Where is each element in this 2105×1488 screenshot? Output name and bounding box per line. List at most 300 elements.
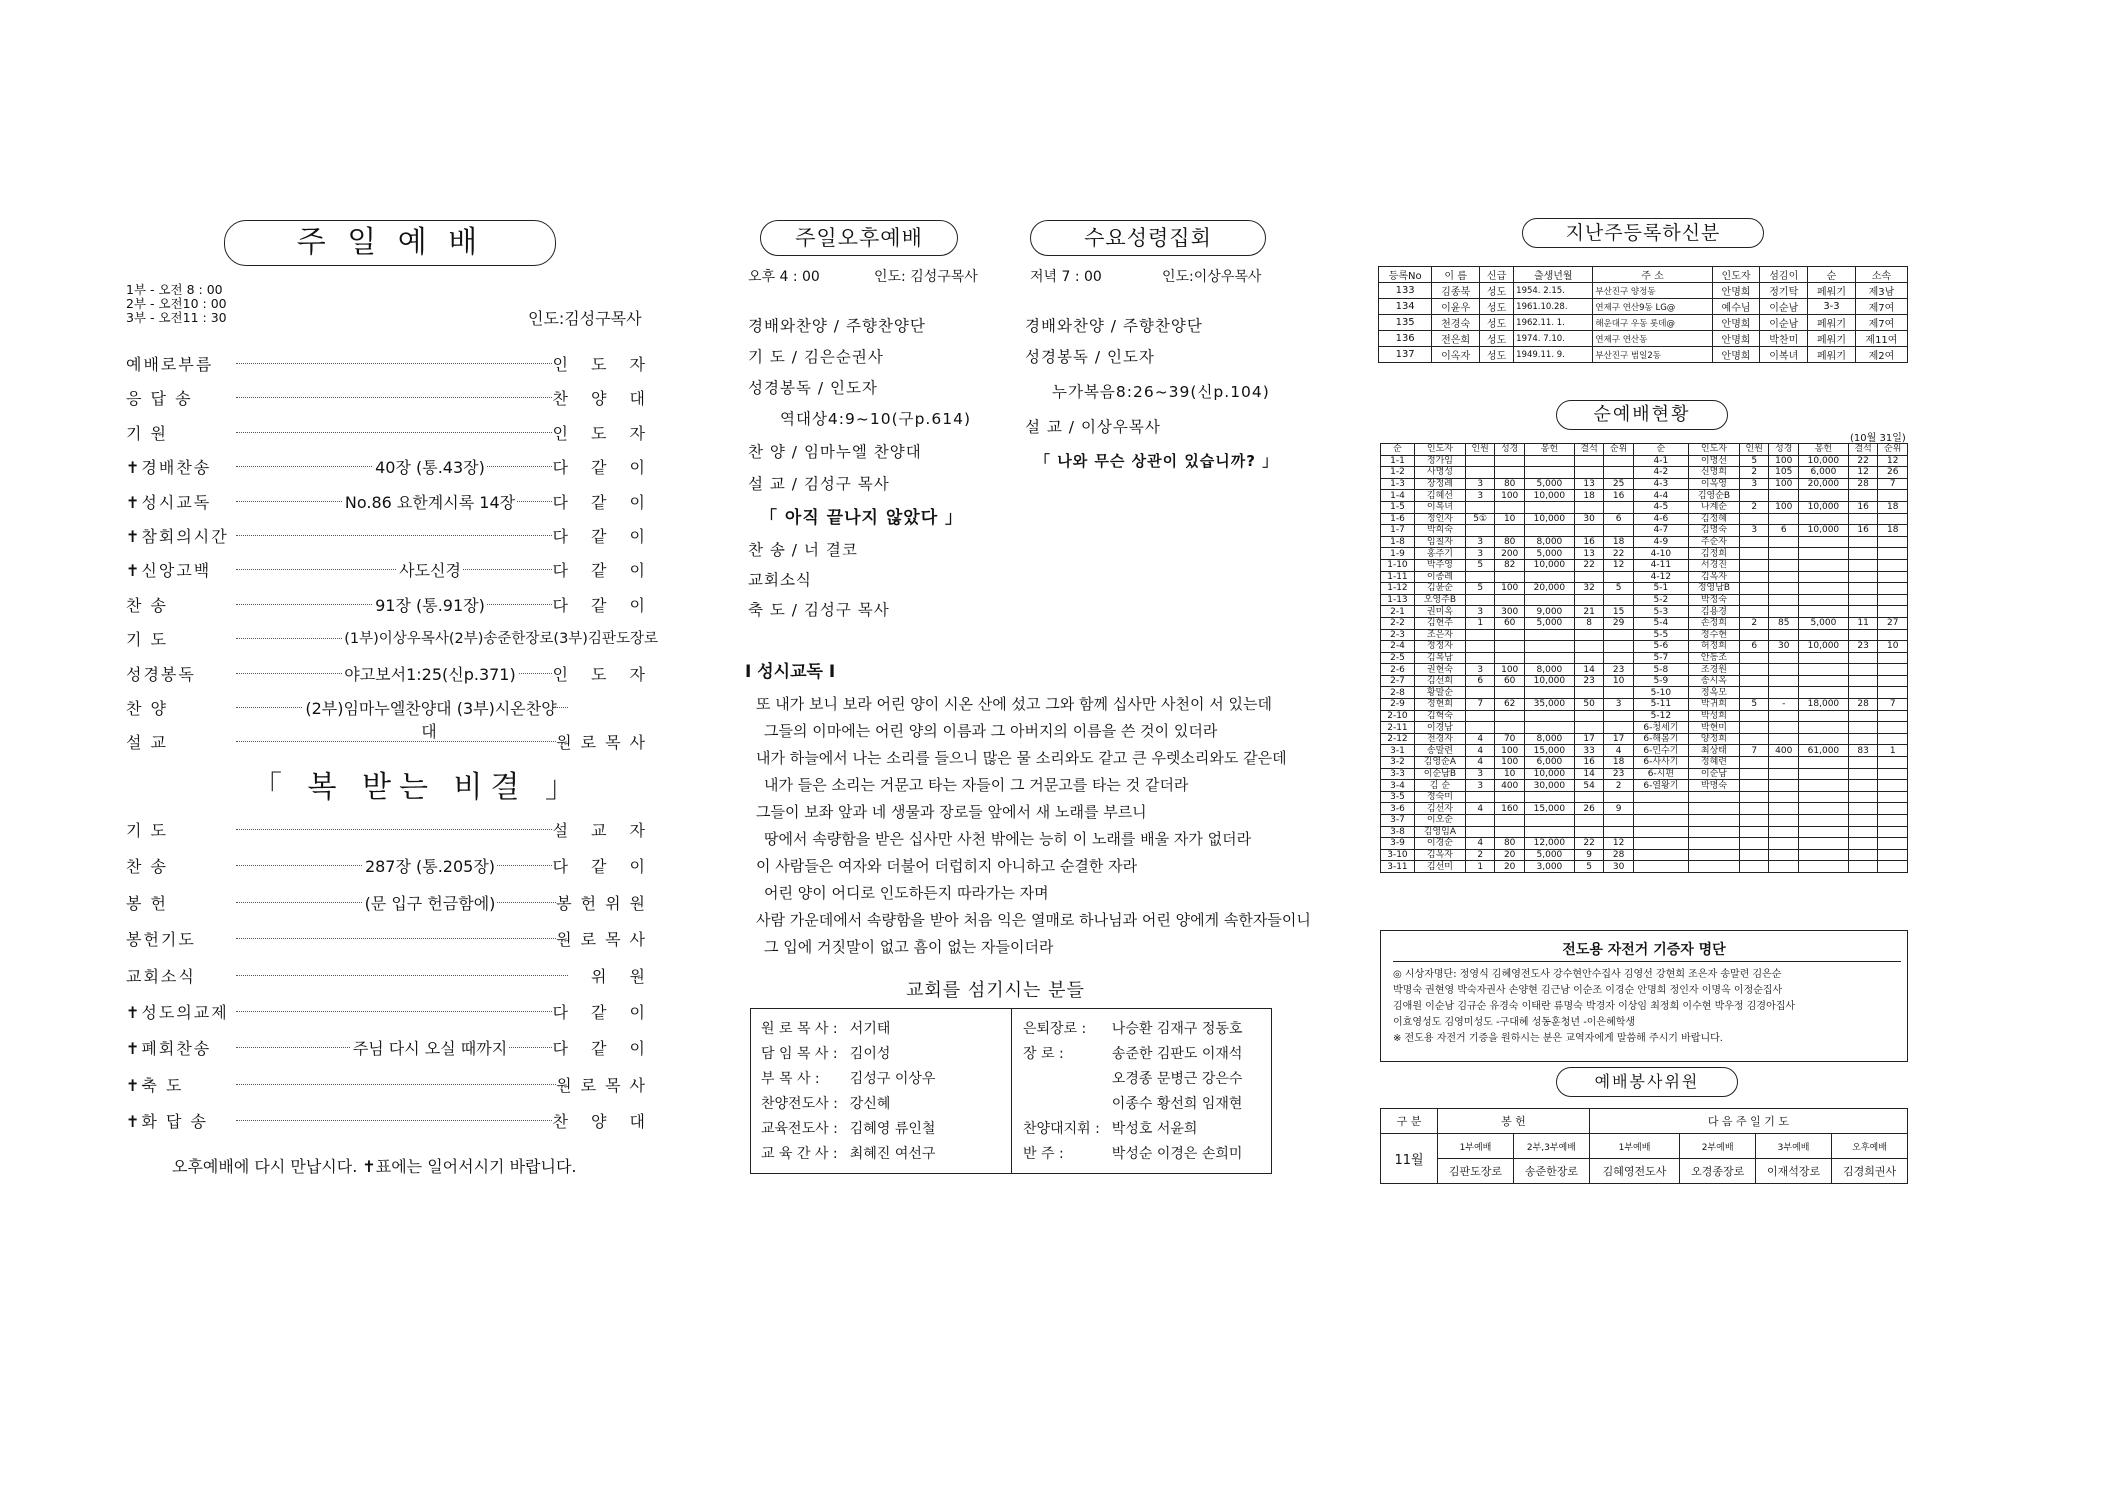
attendance-cell: 정옥모	[1688, 687, 1739, 699]
afternoon-time: 오후 4 : 00	[748, 269, 820, 285]
attendance-cell: 1	[1465, 861, 1495, 873]
registry-header: 순	[1808, 267, 1856, 283]
order-label-text: 응 답 송	[126, 389, 193, 409]
attendance-cell: 5	[1465, 583, 1495, 595]
attendance-cell	[1769, 687, 1799, 699]
order-label-text: 예배로부름	[126, 355, 214, 374]
registry-row	[1379, 347, 1908, 363]
attendance-cell: 30,000	[1524, 780, 1574, 792]
attendance-cell	[1848, 710, 1878, 722]
registry-cell: 이윤우	[1432, 299, 1480, 315]
servant-names: 김혜영 류인철	[849, 1120, 936, 1137]
attendance-cell: 6-열왕기	[1633, 780, 1688, 792]
dotted-leader	[236, 535, 568, 536]
attendance-cell	[1848, 675, 1878, 687]
attendance-cell	[1495, 641, 1525, 653]
attendance-cell: 18	[1604, 757, 1634, 769]
order-label-text: 기 원	[126, 423, 168, 443]
attendance-cell: 10,000	[1524, 768, 1574, 780]
attendance-cell	[1604, 791, 1634, 803]
order-label	[126, 696, 168, 719]
attendance-cell	[1633, 803, 1688, 815]
attendance-cell: 5,000	[1524, 548, 1574, 560]
attendance-cell: 6	[1769, 525, 1799, 537]
attendance-row	[1381, 571, 1908, 583]
attendance-cell: 10,000	[1798, 641, 1848, 653]
bicycle-donor-list	[1393, 967, 1795, 1047]
attendance-cell: 5	[1739, 455, 1769, 467]
attendance-cell	[1524, 571, 1574, 583]
stand-mark: ✝	[126, 1112, 142, 1132]
attendance-cell: 3	[1465, 490, 1495, 502]
servant-names: 김성구 이상우	[849, 1070, 936, 1087]
registry-cell: 성도	[1480, 315, 1514, 331]
order-performer: 찬 양 대	[552, 386, 654, 409]
registry-cell: 천경숙	[1432, 315, 1480, 331]
order-label-text: 성도의교제	[141, 1003, 229, 1022]
attendance-cell: 5-5	[1633, 629, 1688, 641]
attendance-cell	[1848, 606, 1878, 618]
registrants-table	[1378, 266, 1908, 363]
attendance-cell	[1524, 467, 1574, 479]
reading-line: 내가 하늘에서 나는 소리를 들으니 많은 물 소리와도 같고 큰 우렛소리와도 같은데	[756, 749, 1287, 767]
registry-cell: 안명희	[1712, 283, 1760, 299]
registry-cell: 1954. 2.15.	[1514, 283, 1593, 299]
registry-cell: 133	[1379, 283, 1432, 299]
servant-role: 교 육 간 사 :	[761, 1145, 838, 1162]
registry-cell: 성도	[1480, 331, 1514, 347]
attendance-cell	[1878, 536, 1908, 548]
attendance-cell	[1878, 710, 1908, 722]
attendance-cell: 5,000	[1524, 617, 1574, 629]
attendance-cell	[1798, 803, 1848, 815]
attendance-row	[1381, 815, 1908, 827]
attendance-cell	[1769, 583, 1799, 595]
attendance-cell: 6	[1739, 641, 1769, 653]
attendance-cell: 4	[1604, 745, 1634, 757]
attendance-row	[1381, 780, 1908, 792]
attendance-cell: 김명숙	[1688, 525, 1739, 537]
order-label	[126, 558, 211, 581]
dotted-leader	[236, 397, 568, 398]
vol-name: 김경희권사	[1832, 1159, 1908, 1184]
order-row	[126, 1036, 654, 1064]
registry-cell: 제3남	[1855, 283, 1907, 299]
attendance-cell: 이복녀	[1414, 501, 1465, 513]
attendance-cell: 이종례	[1414, 571, 1465, 583]
attendance-row	[1381, 548, 1908, 560]
attendance-cell	[1769, 513, 1799, 525]
bicycle-donor-title: 전도용 자전거 기증자 명단	[1562, 942, 1726, 958]
vol-month: 11월	[1381, 1134, 1438, 1184]
attendance-cell: 5,000	[1524, 849, 1574, 861]
attendance-cell	[1495, 501, 1525, 513]
attendance-cell: 22	[1574, 559, 1604, 571]
attendance-cell: 12	[1878, 455, 1908, 467]
wednesday-row-sermon: 설 교 / 이상우목사	[1025, 418, 1161, 436]
order-performer: 봉헌위원	[556, 891, 654, 914]
order-label-text: 봉 헌	[126, 893, 168, 913]
attendance-cell	[1769, 490, 1799, 502]
attendance-cell	[1878, 548, 1908, 560]
order-label	[126, 627, 168, 650]
attendance-row	[1381, 606, 1908, 618]
attendance-cell	[1798, 652, 1848, 664]
attendance-cell: 100	[1495, 745, 1525, 757]
order-performer: 인 도 자	[552, 662, 654, 685]
attendance-cell	[1495, 826, 1525, 838]
attendance-cell: 10,000	[1798, 501, 1848, 513]
attendance-header: 성경	[1769, 444, 1799, 456]
attendance-cell: 35,000	[1524, 699, 1574, 711]
servant-row	[755, 1040, 941, 1065]
attendance-cell: 5-11	[1633, 699, 1688, 711]
attendance-cell: 15,000	[1524, 803, 1574, 815]
attendance-row	[1381, 536, 1908, 548]
attendance-cell	[1524, 652, 1574, 664]
order-label	[126, 1109, 208, 1132]
vol-name: 김판도장로	[1438, 1159, 1514, 1184]
attendance-cell: 김 순	[1414, 780, 1465, 792]
registry-cell: 예수님	[1712, 299, 1760, 315]
bicycle-donor-line: 이효영성도 김영미성도 -구대혜 성동훈청년 -이은혜학생	[1393, 1017, 1636, 1028]
attendance-cell: 5	[1604, 583, 1634, 595]
registry-cell: 제11여	[1855, 331, 1907, 347]
attendance-header: 인원	[1739, 444, 1769, 456]
afternoon-service-title: 주일오후예배	[760, 220, 958, 256]
attendance-cell: 6,000	[1524, 757, 1574, 769]
attendance-cell: 5①	[1465, 513, 1495, 525]
registry-cell: 이옥자	[1432, 347, 1480, 363]
attendance-cell	[1769, 722, 1799, 734]
attendance-cell	[1739, 490, 1769, 502]
attendance-cell: 김혜선	[1414, 490, 1465, 502]
attendance-cell: 20,000	[1524, 583, 1574, 595]
bicycle-donor-line: ※ 전도용 자전거 기증을 원하시는 분은 교역자에게 말씀해 주시기 바랍니다.	[1393, 1033, 1723, 1044]
servant-row	[755, 1140, 941, 1165]
sunday-leader: 인도:김성구목사	[528, 309, 642, 328]
volunteers-table	[1380, 1108, 1908, 1184]
attendance-cell: 7	[1739, 745, 1769, 757]
attendance-cell: 6-사사기	[1633, 757, 1688, 769]
attendance-cell: 1-6	[1381, 513, 1415, 525]
attendance-cell: 26	[1878, 467, 1908, 479]
attendance-cell: 22	[1604, 548, 1634, 560]
servant-row	[1017, 1065, 1248, 1090]
order-label	[126, 455, 211, 478]
attendance-cell: 200	[1495, 548, 1525, 560]
attendance-cell	[1848, 768, 1878, 780]
sermon-title: 「 복 받는 비결 」	[252, 770, 584, 805]
attendance-row	[1381, 861, 1908, 873]
attendance-cell: 16	[1574, 536, 1604, 548]
afternoon-sermon-title: 「 아직 끝나지 않았다 」	[760, 508, 964, 528]
reading-line: 내가 들은 소리는 거문고 타는 자들이 그 거문고를 타는 것 같더라	[764, 776, 1189, 794]
attendance-cell: 16	[1604, 490, 1634, 502]
attendance-cell	[1524, 525, 1574, 537]
attendance-cell: 83	[1848, 745, 1878, 757]
attendance-cell: 62	[1495, 699, 1525, 711]
attendance-row	[1381, 849, 1908, 861]
attendance-cell: 2-6	[1381, 664, 1415, 676]
attendance-cell	[1848, 815, 1878, 827]
attendance-cell	[1769, 803, 1799, 815]
attendance-cell: 김영순A	[1414, 757, 1465, 769]
attendance-cell: 7	[1878, 478, 1908, 490]
attendance-cell: 27	[1878, 617, 1908, 629]
attendance-cell	[1878, 490, 1908, 502]
order-detail: (문 입구 헌금함에)	[364, 893, 496, 913]
attendance-cell: 100	[1495, 757, 1525, 769]
attendance-cell: 3	[1465, 548, 1495, 560]
attendance-cell	[1574, 629, 1604, 641]
order-detail: (2부)임마누엘찬양대 (3부)시온찬양대	[305, 699, 557, 741]
church-servants-box	[750, 1008, 1272, 1174]
order-label	[126, 490, 211, 513]
attendance-cell: 4-12	[1633, 571, 1688, 583]
attendance-cell	[1848, 803, 1878, 815]
dotted-leader	[236, 975, 568, 976]
attendance-cell: 18	[1878, 501, 1908, 513]
service-time-1: 1부 - 오전 8 : 00	[126, 282, 223, 297]
attendance-header: 순	[1381, 444, 1415, 456]
attendance-cell	[1574, 710, 1604, 722]
attendance-cell: 6	[1604, 513, 1634, 525]
attendance-cell: 6-청세기	[1633, 722, 1688, 734]
attendance-cell: 1	[1465, 617, 1495, 629]
attendance-cell	[1848, 722, 1878, 734]
stand-mark: ✝	[126, 561, 142, 581]
attendance-cell	[1878, 675, 1908, 687]
attendance-cell: 4	[1465, 838, 1495, 850]
attendance-cell	[1878, 594, 1908, 606]
attendance-cell	[1739, 583, 1769, 595]
servant-role: 찬양대지휘 :	[1023, 1120, 1100, 1137]
attendance-cell	[1798, 606, 1848, 618]
attendance-cell	[1633, 826, 1688, 838]
order-performer: 인 도 자	[552, 421, 654, 444]
servants-right-table	[1017, 1015, 1248, 1165]
registry-cell: 134	[1379, 299, 1432, 315]
attendance-row	[1381, 710, 1908, 722]
attendance-date: (10월 31일)	[1850, 433, 1906, 444]
attendance-cell: 100	[1495, 664, 1525, 676]
attendance-cell	[1798, 594, 1848, 606]
order-row	[126, 964, 654, 992]
registry-header: 인도자	[1712, 267, 1760, 283]
attendance-cell: 80	[1495, 478, 1525, 490]
attendance-cell: 1	[1878, 745, 1908, 757]
attendance-cell: 2-1	[1381, 606, 1415, 618]
attendance-cell	[1878, 815, 1908, 827]
attendance-cell: 2-11	[1381, 722, 1415, 734]
attendance-cell	[1465, 467, 1495, 479]
attendance-cell: 이옥영	[1688, 478, 1739, 490]
attendance-cell	[1574, 826, 1604, 838]
attendance-cell	[1798, 710, 1848, 722]
order-label-text: 찬 송	[126, 595, 168, 615]
servant-role: 반 주 :	[1023, 1145, 1064, 1162]
registry-cell: 제7여	[1855, 315, 1907, 331]
attendance-row	[1381, 525, 1908, 537]
attendance-cell: 100	[1495, 490, 1525, 502]
attendance-header: 봉헌	[1524, 444, 1574, 456]
attendance-row	[1381, 629, 1908, 641]
attendance-header: 순	[1633, 444, 1688, 456]
attendance-cell: 12,000	[1524, 838, 1574, 850]
attendance-cell	[1465, 629, 1495, 641]
order-detail: 사도신경	[399, 561, 461, 581]
reading-line: 그들의 이마에는 어린 양의 이름과 그 아버지의 이름을 쓴 것이 있더라	[764, 722, 1218, 740]
afternoon-row-scripture: 역대상4:9~10(구p.614)	[780, 410, 971, 428]
attendance-cell: 18	[1604, 536, 1634, 548]
attendance-cell	[1798, 849, 1848, 861]
registry-cell: 페워기	[1808, 331, 1856, 347]
attendance-cell	[1574, 641, 1604, 653]
attendance-cell: 4-4	[1633, 490, 1688, 502]
attendance-cell	[1574, 594, 1604, 606]
attendance-cell	[1688, 791, 1739, 803]
registry-cell: 1962.11. 1.	[1514, 315, 1593, 331]
attendance-row	[1381, 826, 1908, 838]
attendance-cell: 18,000	[1798, 699, 1848, 711]
attendance-row	[1381, 722, 1908, 734]
registry-cell: 이순남	[1760, 315, 1808, 331]
registry-cell: 1974. 7.10.	[1514, 331, 1593, 347]
attendance-cell: 7	[1878, 699, 1908, 711]
attendance-cell: 20,000	[1798, 478, 1848, 490]
order-label-text: 성시교독	[141, 492, 212, 512]
order-label	[126, 352, 213, 375]
attendance-cell: 이경남	[1414, 722, 1465, 734]
attendance-cell	[1878, 722, 1908, 734]
attendance-cell	[1604, 687, 1634, 699]
bicycle-title-rule	[1393, 961, 1901, 963]
order-label-text: 찬 양	[126, 699, 168, 718]
attendance-cell	[1604, 571, 1634, 583]
attendance-cell	[1848, 687, 1878, 699]
attendance-cell	[1878, 757, 1908, 769]
attendance-cell: 30	[1574, 513, 1604, 525]
afternoon-row-hymn: 찬 송 / 너 결코	[748, 541, 858, 559]
attendance-cell	[1848, 780, 1878, 792]
attendance-cell: 2-8	[1381, 687, 1415, 699]
attendance-cell: 17	[1604, 733, 1634, 745]
attendance-cell: 5	[1739, 699, 1769, 711]
attendance-row	[1381, 838, 1908, 850]
attendance-cell	[1769, 768, 1799, 780]
attendance-cell: 61,000	[1798, 745, 1848, 757]
attendance-cell	[1688, 861, 1739, 873]
attendance-row	[1381, 733, 1908, 745]
attendance-cell: 20	[1495, 861, 1525, 873]
registry-cell: 정기탁	[1760, 283, 1808, 299]
attendance-cell: 3	[1465, 780, 1495, 792]
order-detail: (1부)이상우목사(2부)송준한장로(3부)김판도장로	[344, 631, 658, 648]
attendance-cell	[1604, 467, 1634, 479]
attendance-cell	[1798, 664, 1848, 676]
attendance-cell	[1633, 861, 1688, 873]
attendance-cell: 5-7	[1633, 652, 1688, 664]
attendance-row	[1381, 641, 1908, 653]
attendance-cell: 4	[1465, 733, 1495, 745]
attendance-cell: 홍주기	[1414, 548, 1465, 560]
attendance-cell	[1798, 583, 1848, 595]
attendance-cell: 3	[1465, 536, 1495, 548]
attendance-cell	[1739, 606, 1769, 618]
order-row	[126, 891, 654, 919]
order-row	[126, 386, 654, 414]
vol-name: 이재석장로	[1756, 1159, 1832, 1184]
attendance-cell	[1739, 559, 1769, 571]
attendance-row	[1381, 594, 1908, 606]
attendance-cell: 3	[1465, 768, 1495, 780]
servant-role: 찬양전도사 :	[761, 1095, 838, 1112]
attendance-row	[1381, 699, 1908, 711]
attendance-cell	[1739, 780, 1769, 792]
attendance-cell: 22	[1848, 455, 1878, 467]
attendance-cell	[1848, 652, 1878, 664]
order-row	[126, 524, 654, 552]
attendance-row	[1381, 664, 1908, 676]
servant-row	[755, 1090, 941, 1115]
attendance-cell: 60	[1495, 617, 1525, 629]
registry-cell: 페워기	[1808, 315, 1856, 331]
order-row	[126, 696, 654, 741]
attendance-cell: 권현숙	[1414, 664, 1465, 676]
order-row	[126, 455, 654, 483]
servant-row	[755, 1115, 941, 1140]
attendance-cell: 손정희	[1688, 617, 1739, 629]
vol-subheader: 오후예배	[1832, 1134, 1908, 1159]
order-performer: 다 같 이	[552, 593, 654, 616]
attendance-cell	[1495, 571, 1525, 583]
attendance-cell	[1878, 768, 1908, 780]
order-row	[126, 927, 654, 955]
attendance-cell	[1769, 536, 1799, 548]
registry-cell: 해운대구 우동 롯데@	[1593, 315, 1712, 331]
attendance-cell: 3-7	[1381, 815, 1415, 827]
attendance-cell: 1-8	[1381, 536, 1415, 548]
attendance-cell	[1604, 722, 1634, 734]
attendance-cell: 4-10	[1633, 548, 1688, 560]
attendance-cell	[1878, 687, 1908, 699]
attendance-cell: 4-7	[1633, 525, 1688, 537]
attendance-cell	[1769, 664, 1799, 676]
stand-mark: ✝	[126, 1075, 142, 1095]
attendance-cell	[1465, 571, 1495, 583]
attendance-cell	[1848, 757, 1878, 769]
attendance-cell: 160	[1495, 803, 1525, 815]
attendance-cell: 신명희	[1688, 467, 1739, 479]
attendance-cell: 16	[1848, 525, 1878, 537]
order-label-text: 기 도	[126, 630, 168, 650]
order-label	[126, 964, 196, 987]
attendance-cell	[1739, 687, 1769, 699]
attendance-cell: 6-민수기	[1633, 745, 1688, 757]
attendance-cell: 6-시편	[1633, 768, 1688, 780]
attendance-cell	[1604, 594, 1634, 606]
attendance-cell: 6,000	[1798, 467, 1848, 479]
church-servants-title: 교회를 섬기시는 분들	[906, 980, 1085, 1001]
reading-line: 그들이 보좌 앞과 네 생물과 장로들 앞에서 새 노래를 부르니	[756, 803, 1147, 821]
order-label	[126, 1073, 183, 1096]
attendance-cell	[1604, 501, 1634, 513]
attendance-cell: 23	[1604, 664, 1634, 676]
vol-subheader: 1부예배	[1589, 1134, 1679, 1159]
order-row	[126, 558, 654, 586]
attendance-cell	[1495, 629, 1525, 641]
